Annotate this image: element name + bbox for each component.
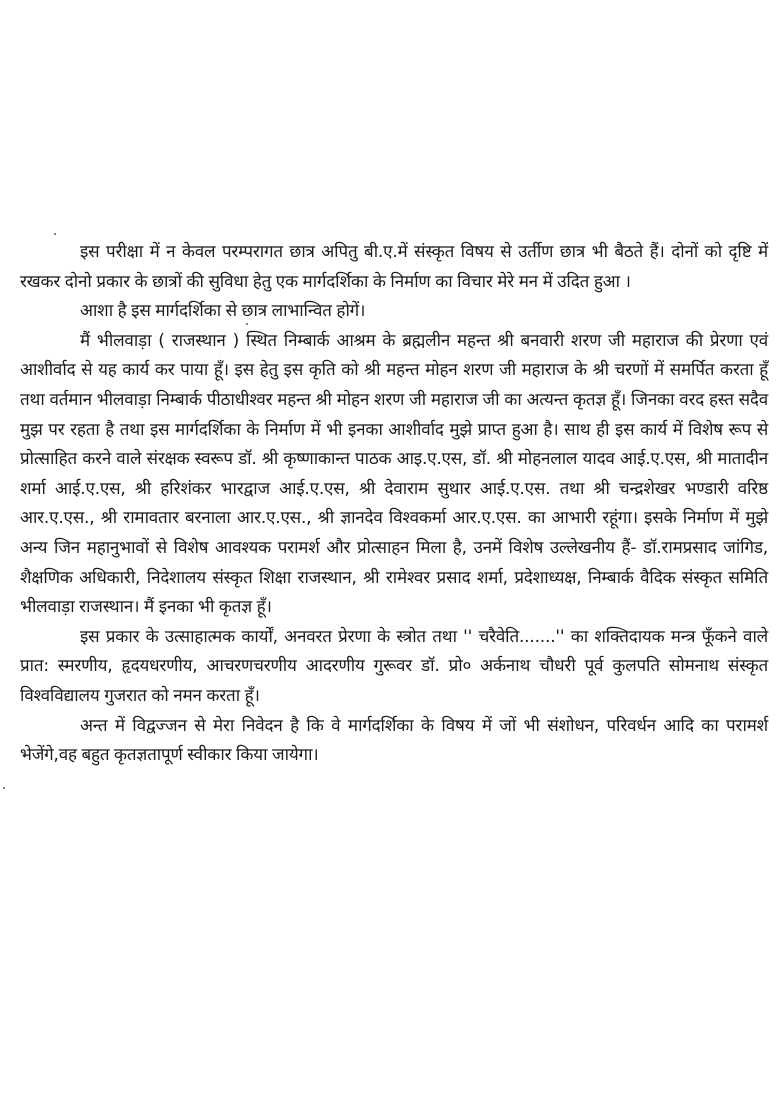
scan-speck: [54, 233, 56, 235]
paragraph-exam-intro: इस परीक्षा में न केवल परम्परागत छात्र अपितु बी.ए.में संस्कृत विषय से उर्तीण छात्र भी बैठते हैं। दोनों को दृष्टि में रखकर दोनो प्रकार के छात्रों की सुविधा हेतु एक मार्गदर्शिका के निर्माण का विचार मेरे मन में उदित हुआ ।: [20, 242, 768, 292]
paragraph-hope: आशा है इस मार्गदर्शिका से छात्र लाभान्वित होगें।: [80, 301, 366, 322]
paragraph-guru-tribute: इस प्रकार के उत्साहात्मक कार्यों, अनवरत प्रेरणा के स्त्रोत तथा '' चरैवेति.......'' का शक्तिदायक मन्त्र फूँकने वाले प्रात: स्मरणीय, हृदयधरणीय, आचरणचरणीय आदरणीय गुरूवर डॉ. प्रो० अर्कनाथ चौधरी पूर्व कुलपति सोमनाथ संस्कृत विश्वविद्यालय गुजरात को नमन करता हूँ।: [20, 626, 768, 706]
paragraph-closing-request: अन्त में विद्वज्जन से मेरा निवेदन है कि वे मार्गदर्शिका के विषय में जों भी संशोधन, परिवर्धन आदि का परामर्श भेजेंगे,वह बहुत कृतज्ञतापूर्ण स्वीकार किया जायेगा।: [20, 715, 768, 766]
paragraph-acknowledgements: मैं भीलवाड़ा ( राजस्थान ) स्थित निम्बार्क आश्रम के ब्रह्मलीन महन्त श्री बनवारी शरण जी महाराज की प्रेरणा एवं आशीर्वाद से यह कार्य कर पाया हूँ। इस हेतु इस कृति को श्री महन्त मोहन शरण जी महाराज के श्री चरणों में समर्पित करता हूँ तथा वर्तमान भीलवाड़ा निम्बार्क पीठाधीश्वर महन्त श्री मोहन शरण जी महाराज जी का अत्यन्त कृतज्ञ हूँ। जिनका वरद हस्त सदैव मुझ पर रहता है तथा इस मार्गदर्शिका के निर्माण में भी इनका आशीर्वाद मुझे प्राप्त हुआ है। साथ ही इस कार्य में विशेष रूप से प्रोत्साहित करने वाले संरक्षक स्वरूप डॉ. श्री कृष्णाकान्त पाठक आइ.ए.एस, डॉ. श्री मोहनलाल यादव आई.ए.एस, श्री मातादीन शर्मा आई.ए.एस, श्री हरिशंकर भारद्वाज आई.ए.एस, श्री देवाराम सुथार आई.ए.एस. तथा श्री चन्द्रशेखर भण्डारी वरिष्ठ आर.ए.एस., श्री रामावतार बरनाला आर.ए.एस., श्री ज्ञानदेव विश्वकर्मा आर.ए.एस. का आभारी रहूंगा। इसके निर्माण में मुझे अन्य जिन महानुभावों से विशेष आवश्यक परामर्श और प्रोत्साहन मिला है, उनमें विशेष उल्लेखनीय हैं- डॉ.रामप्रसाद जांगिड, शैक्षणिक अधिकारी, निदेशालय संस्कृत शिक्षा राजस्थान, श्री रामेश्वर प्रसाद शर्मा, प्रदेशाध्यक्ष, निम्बार्क वैदिक संस्कृत समिति भीलवाड़ा राजस्थान। मैं इनका भी कृतज्ञ हूँ।: [20, 330, 768, 618]
document-body: [20, 238, 768, 771]
scan-speck: [3, 787, 5, 789]
